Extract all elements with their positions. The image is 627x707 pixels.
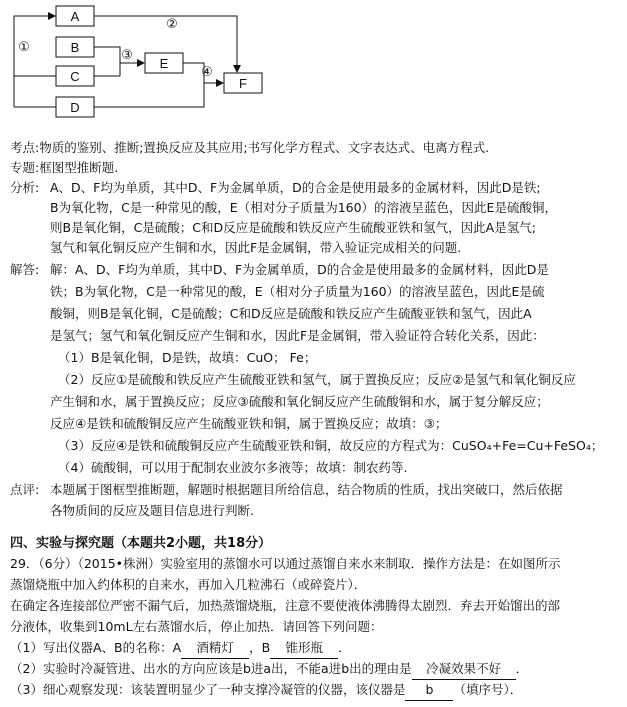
jieda-line: 铁；B为氧化物，C是一种常见的酸，E（相对分子质量为160）的溶液呈蓝色，因此E是硫 — [50, 284, 545, 299]
jieda-line: （1）B是氧化铜，D是铁，故填：CuO； Fe； — [58, 350, 317, 365]
sub-question-2 — [10, 659, 528, 680]
jieda-line: （4）硫酸铜，可以用于配制农业波尔多液等；故填：制农药等. — [58, 460, 408, 475]
jieda-line: 是氢气；氢气和氧化铜反应产生铜和水，因此F是金属铜，带入验证符合转化关系，因此： — [50, 328, 545, 343]
sub1-prefix: （1）写出仪器A、B的名称：A — [10, 640, 182, 655]
dianping-line: 本题属于图框型推断题，解题时根据题目所给信息，结合物质的性质，找出突破口，然后依据 — [50, 482, 563, 497]
fenxi-line: A、D、F均为单质，其中D、F为金属单质，D的合金是使用最多的金属材料，因此D是铁; — [50, 180, 541, 195]
answer-a: 酒精灯 — [181, 638, 249, 659]
sub3-end: （填序号）． — [453, 682, 523, 697]
question-line: 29．（6分）（2015•株洲）实验室用的蒸馏水可以通过蒸馏自来水来制取．操作方法是：在如图所示 — [10, 556, 561, 571]
zhuanti-row — [10, 158, 118, 178]
node-e: E — [159, 56, 169, 71]
fenxi-line: 则B是氧化铜，C是硫酸；C和D反应是硫酸和铁反应产生硫酸亚铁和氢气，因此A是氢气; — [50, 220, 536, 235]
section-heading: 四、实验与探究题（本题共2小题，共18分） — [10, 536, 272, 551]
edge-label-3: ③ — [121, 48, 133, 63]
node-d: D — [70, 100, 80, 115]
zhuanti-label: 专题: — [10, 160, 40, 175]
question-line: 分液体，收集到10mL左右蒸馏水后，停止加热．请回答下列问题： — [10, 619, 383, 634]
question-line: 蒸馏烧瓶中加入约体积的自来水，再加入几粒沸石（或碎瓷片）． — [10, 577, 367, 592]
answer-b: 锥形瓶 — [270, 638, 338, 659]
flow-diagram — [0, 0, 627, 115]
question-line: 在确定各连接部位严密不漏气后，加热蒸馏烧瓶，注意不要使液体沸腾得太剧烈．弃去开始馏出的部 — [10, 598, 561, 613]
jieda-line: 产生铜和水，属于置换反应；反应③硫酸和氧化铜反应产生硫酸铜和水，属于复分解反应； — [50, 394, 549, 409]
jieda-line: 酸铜，则B是氧化铜，C是硫酸；C和D反应是硫酸和铁反应产生硫酸亚铁和氢气，因此A — [50, 306, 532, 321]
edge-label-4: ④ — [201, 65, 213, 80]
sub1-end: ． — [338, 640, 351, 655]
edge-3 — [94, 47, 144, 63]
jieda-line: （2）反应①是硫酸和铁反应产生硫酸亚铁和氢气，属于置换反应；反应②是氢气和氧化铜反应 — [58, 372, 576, 387]
edge-label-2: ② — [166, 17, 178, 32]
answer-2: 冷凝效果不好 — [412, 659, 516, 680]
node-f: F — [239, 76, 247, 91]
jieda-line: 解：A、D、F均为单质，其中D、F为金属单质，D的合金是使用最多的金属材料，因此D是 — [50, 262, 549, 277]
jieda-line: （3）反应④是铁和硫酸铜反应产生硫酸亚铁和铜，故反应的方程式为：CuSO₄+Fe=Cu+FeSO₄； — [58, 438, 604, 453]
dianping-line: 各物质间的反应及题目信息进行判断. — [50, 503, 254, 518]
kaodian-label: 考点: — [10, 140, 40, 155]
sub-question-3 — [10, 680, 522, 701]
dianping-label: 点评: — [10, 482, 40, 497]
zhuanti-text: 框图型推断题. — [39, 160, 119, 175]
fenxi-line: B为氧化物，C是一种常见的酸，E（相对分子质量为160）的溶液呈蓝色，因此E是硫酸铜， — [50, 200, 557, 215]
fenxi-label: 分析: — [10, 180, 40, 195]
edge-d-f — [94, 83, 204, 107]
kaodian-text: 物质的鉴别、推断;置换反应及其应用;书写化学方程式、文字表达式、电离方程式. — [39, 140, 490, 155]
edge-label-1: ① — [18, 40, 30, 55]
sub3-prefix: （3）细心观察发现：该装置明显少了一种支撑冷凝管的仪器，该仪器是 — [10, 682, 406, 697]
sub1-mid: ，B — [249, 640, 271, 655]
node-b: B — [70, 40, 80, 55]
jieda-line: 反应④是铁和硫酸铜反应产生硫酸亚铁和铜，属于置换反应；故填：③； — [50, 416, 448, 431]
sub2-end: ． — [515, 661, 529, 676]
node-c: C — [70, 69, 80, 84]
sub-question-1 — [10, 638, 351, 659]
kaodian-row — [10, 138, 489, 158]
fenxi-line: 氢气和氧化铜反应产生铜和水，因此F是金属铜，带入验证完成相关的问题. — [50, 240, 462, 255]
answer-3: b — [405, 680, 453, 701]
jieda-label: 解答: — [10, 262, 40, 277]
sub2-prefix: （2）实验时冷凝管进、出水的方向应该是b进a出，不能a进b出的理由是 — [10, 661, 412, 676]
node-a: A — [70, 9, 80, 24]
